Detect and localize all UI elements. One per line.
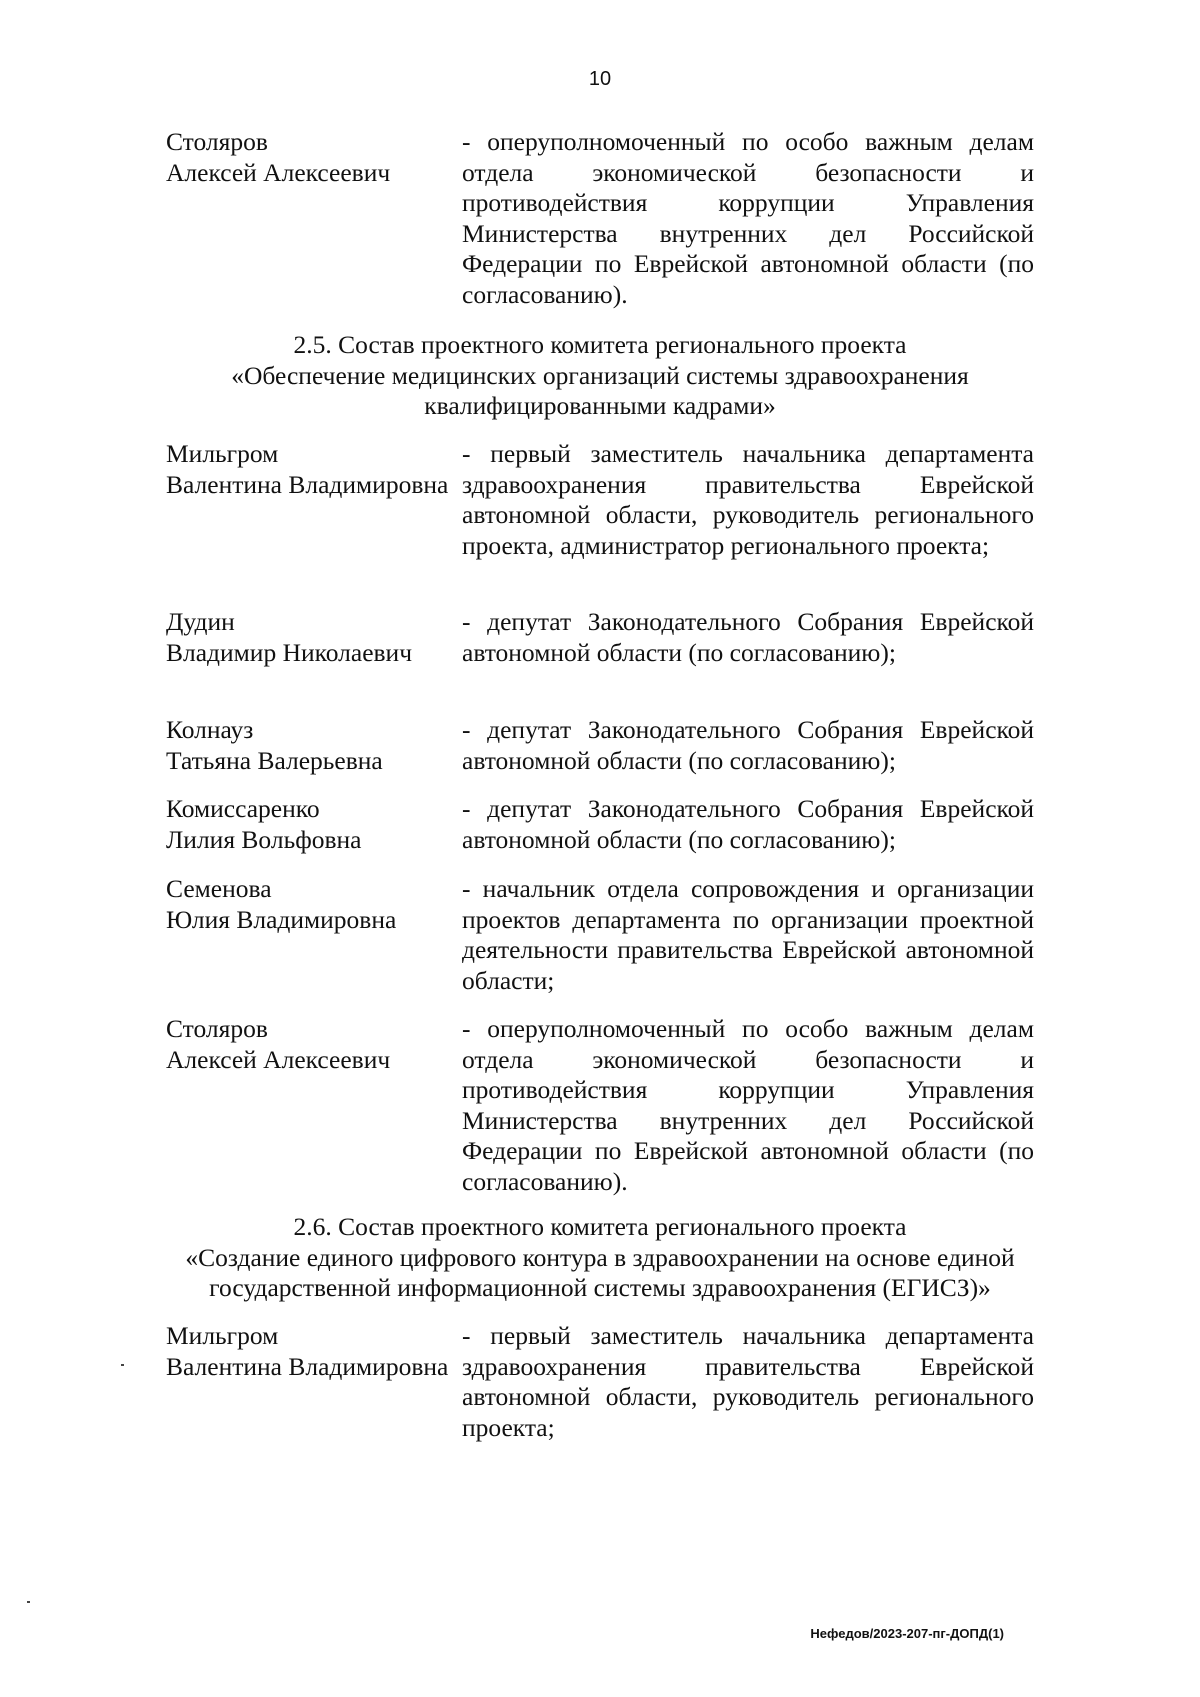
member-surname: Дудин — [166, 607, 235, 636]
member-given-names: Алексей Алексеевич — [166, 157, 391, 187]
member-entry — [166, 1014, 1034, 1197]
scan-speck — [121, 1364, 124, 1366]
member-name — [166, 715, 462, 776]
member-role: - первый заместитель начальника департамента здравоохранения правительства Еврейской автономной области, руководитель регионального проекта; — [462, 1321, 1034, 1442]
page-number: 10 — [588, 68, 612, 90]
top-entry — [166, 127, 1034, 310]
member-role: - оперуполномоченный по особо важным делам отдела экономической безопасности и противодействия коррупции Управления Министерства внутренних дел Российской Федерации по Еврейской автономной области (по согласованию). — [462, 127, 1034, 309]
section-2-5-heading — [166, 330, 1034, 422]
member-surname: Мильгром — [166, 1321, 279, 1350]
member-given-names: Владимир Николаевич — [166, 637, 413, 667]
member-given-names: Юлия Владимировна — [166, 904, 397, 934]
member-entry — [166, 607, 1034, 668]
document-code: Нефедов/2023-207-пг-ДОПД(1) — [810, 1626, 1004, 1641]
member-surname: Семенова — [166, 874, 272, 903]
member-given-names: Алексей Алексеевич — [166, 1044, 391, 1074]
heading-line: «Обеспечение медицинских организаций системы здравоохранения — [231, 360, 969, 390]
member-surname: Мильгром — [166, 439, 279, 468]
member-surname: Колнауз — [166, 715, 254, 744]
member-name — [166, 1321, 462, 1443]
member-name — [166, 439, 462, 561]
member-role: - первый заместитель начальника департамента здравоохранения правительства Еврейской автономной области, руководитель регионального проекта, администратор регионального проекта; — [462, 439, 1034, 560]
member-entry — [166, 439, 1034, 561]
member-given-names: Валентина Владимировна — [166, 469, 449, 499]
member-entry — [166, 794, 1034, 855]
member-name — [166, 794, 462, 855]
member-surname: Столяров — [166, 1014, 268, 1043]
scan-speck — [27, 1601, 30, 1603]
section-2-6-heading — [166, 1212, 1034, 1304]
member-name — [166, 127, 462, 310]
member-surname: Комиссаренко — [166, 794, 320, 823]
member-role: - депутат Законодательного Собрания Еврейской автономной области (по согласованию); — [462, 715, 1034, 775]
member-name — [166, 874, 462, 996]
member-role: - оперуполномоченный по особо важным делам отдела экономической безопасности и противодействия коррупции Управления Министерства внутренних дел Российской Федерации по Еврейской автономной области (по согласованию). — [462, 1014, 1034, 1196]
member-role: - депутат Законодательного Собрания Еврейской автономной области (по согласованию); — [462, 794, 1034, 854]
member-name — [166, 1014, 462, 1197]
heading-line: 2.5. Состав проектного комитета регионального проекта — [293, 330, 907, 359]
member-given-names: Валентина Владимировна — [166, 1351, 449, 1381]
member-given-names: Лилия Вольфовна — [166, 824, 362, 854]
member-entry — [166, 1321, 1034, 1443]
heading-line: «Создание единого цифрового контура в здравоохранении на основе единой — [185, 1242, 1015, 1272]
member-entry — [166, 874, 1034, 996]
heading-line: государственной информационной системы здравоохранения (ЕГИСЗ)» — [209, 1273, 991, 1302]
member-given-names: Татьяна Валерьевна — [166, 745, 383, 775]
member-name — [166, 607, 462, 668]
member-role: - начальник отдела сопровождения и организации проектов департамента по организации проектной деятельности правительства Еврейской автономной области; — [462, 874, 1034, 995]
member-role: - депутат Законодательного Собрания Еврейской автономной области (по согласованию); — [462, 607, 1034, 667]
heading-line: 2.6. Состав проектного комитета регионального проекта — [293, 1212, 907, 1241]
heading-line: квалифицированными кадрами» — [424, 391, 776, 420]
member-surname: Столяров — [166, 127, 268, 156]
member-entry — [166, 715, 1034, 776]
